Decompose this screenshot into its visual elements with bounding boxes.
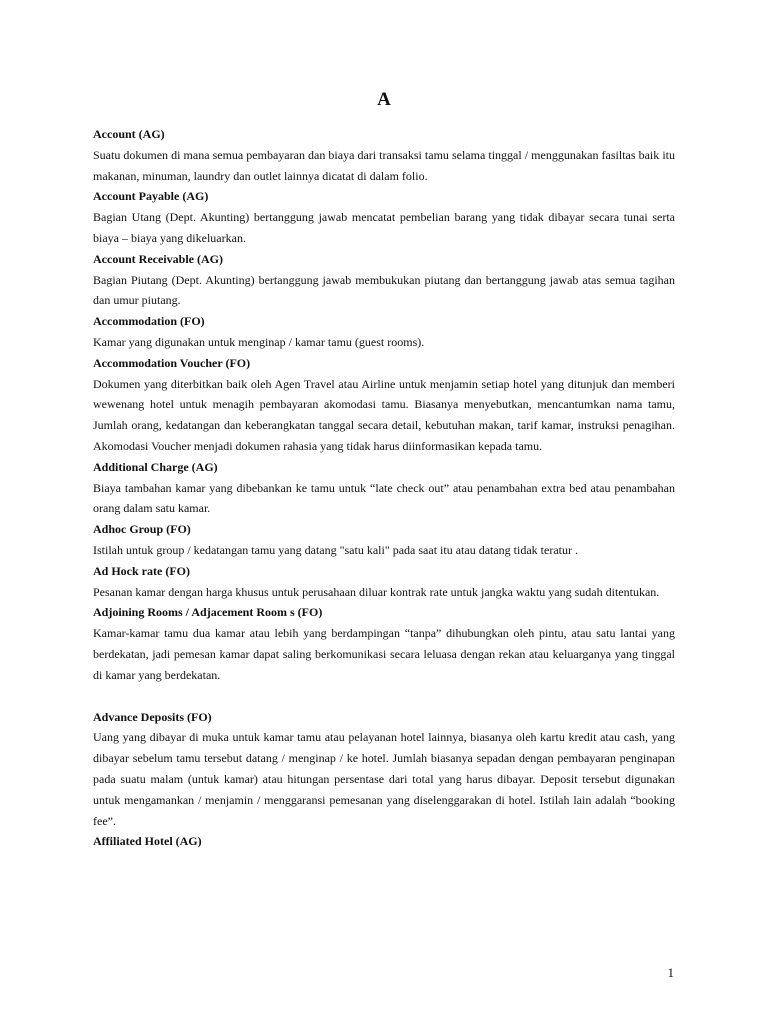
entry-term: Account (AG): [93, 127, 165, 141]
glossary-content: [93, 124, 675, 852]
entry-term: Ad Hock rate (FO): [93, 563, 190, 578]
entry-term: Account Receivable (AG): [93, 251, 223, 266]
entry-term: Adjoining Rooms / Adjacement Room s (FO): [93, 605, 323, 620]
entry-definition: Kamar yang digunakan untuk menginap / kamar tamu (guest rooms).: [93, 334, 425, 349]
entry-term: Adhoc Group (FO): [93, 522, 191, 537]
page-number: 1: [667, 965, 674, 980]
glossary-entry: [93, 124, 675, 186]
glossary-entry: [93, 707, 675, 832]
glossary-entry: [93, 561, 675, 603]
glossary-entry: [93, 249, 675, 311]
entry-definition: Uang yang dibayar di muka untuk kamar tamu atau pelayanan hotel lainnya, biasanya oleh kartu kredit atau cash, yang dibayar sebelum tamu tersebut datang / menginap / ke hotel. Jumlah biasanya sepadan dengan pembayaran penginapan pada suatu malam (untuk kamar) atau hitungan persentase dari total yang harus dibayar. Deposit tersebut digunakan untuk mengamankan / menjamin / menggaransi pemesanan yang diselenggarakan di hotel. Istilah lain adalah “booking fee”.: [93, 730, 675, 828]
glossary-entry: [93, 457, 675, 519]
entry-definition: Biaya tambahan kamar yang dibebankan ke tamu untuk “late check out” atau penambahan extra bed atau penambahan orang dalam satu kamar.: [93, 480, 675, 516]
glossary-entry: [93, 602, 675, 685]
entry-term: Accommodation Voucher (FO): [93, 355, 251, 370]
glossary-entry: [93, 311, 675, 353]
glossary-entry: [93, 353, 675, 457]
entry-term: Additional Charge (AG): [93, 459, 218, 474]
section-letter-heading: A: [377, 89, 391, 110]
entry-term: Accommodation (FO): [93, 314, 205, 329]
paragraph-spacer: [93, 686, 675, 707]
entry-term: Advance Deposits (FO): [93, 709, 212, 724]
glossary-entry: [93, 831, 675, 852]
entry-definition: Suatu dokumen di mana semua pembayaran dan biaya dari transaksi tamu selama tinggal / menggunakan fasiltas baik itu makanan, minuman, laundry dan outlet lainnya dicatat di dalam folio.: [93, 147, 675, 183]
glossary-entry: [93, 519, 675, 561]
entry-definition: Pesanan kamar dengan harga khusus untuk perusahaan diluar kontrak rate untuk jangka waktu yang sudah ditentukan.: [93, 584, 660, 599]
entry-definition: Dokumen yang diterbitkan baik oleh Agen Travel atau Airline untuk menjamin setiap hotel yang ditunjuk dan memberi wewenang hotel untuk menagih pembayaran akomodasi tamu. Biasanya menyebutkan, mencantumkan nama tamu, Jumlah orang, kedatangan dan keberangkatan tanggal secara detail, kebutuhan makan, tarif kamar, instruksi penagihan. Akomodasi Voucher menjadi dokumen rahasia yang tidak harus diinformasikan kepada tamu.: [93, 376, 675, 453]
entry-definition: Istilah untuk group / kedatangan tamu yang datang "satu kali" pada saat itu atau datang tidak teratur .: [93, 542, 578, 557]
entry-term: Account Payable (AG): [93, 189, 209, 204]
entry-term: Affiliated Hotel (AG): [93, 834, 202, 849]
entry-definition: Bagian Piutang (Dept. Akunting) bertanggung jawab membukukan piutang dan bertanggung jawab atas semua tagihan dan umur piutang.: [93, 272, 675, 308]
entry-definition: Kamar-kamar tamu dua kamar atau lebih yang berdampingan “tanpa” dihubungkan oleh pintu, atau satu lantai yang berdekatan, jadi pemesan kamar dapat saling berkomunikasi secara leluasa dengan rekan atau keluarganya yang tinggal di kamar yang berdekatan.: [93, 626, 675, 682]
entry-definition: Bagian Utang (Dept. Akunting) bertanggung jawab mencatat pembelian barang yang tidak dibayar secara tunai serta biaya – biaya yang dikeluarkan.: [93, 210, 675, 245]
glossary-entry: [93, 186, 675, 248]
